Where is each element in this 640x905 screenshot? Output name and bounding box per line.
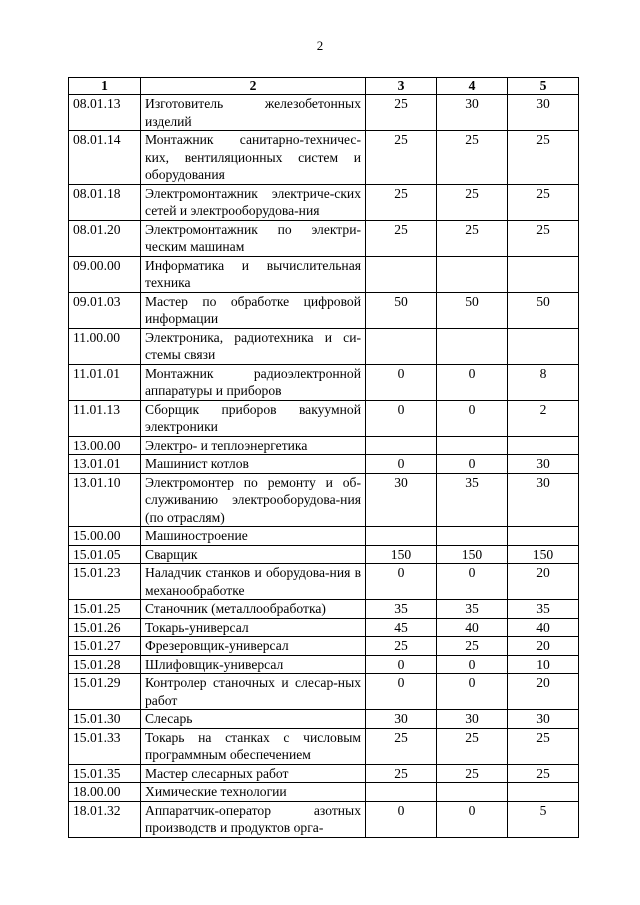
row-value-col5: 30 — [508, 710, 579, 729]
row-value-col3: 25 — [366, 220, 437, 256]
row-value-col3: 25 — [366, 764, 437, 783]
row-code-cell: 08.01.13 — [69, 95, 141, 131]
table-row — [69, 655, 579, 674]
row-value-col3: 0 — [366, 655, 437, 674]
row-value-col3: 25 — [366, 637, 437, 656]
row-value-col3 — [366, 436, 437, 455]
row-value-col5: 25 — [508, 131, 579, 185]
column-header: 1 — [69, 78, 141, 95]
row-value-col3: 35 — [366, 600, 437, 619]
row-value-col4: 25 — [437, 728, 508, 764]
row-code-cell: 08.01.20 — [69, 220, 141, 256]
row-code-cell: 18.00.00 — [69, 783, 141, 802]
row-value-col5: 25 — [508, 220, 579, 256]
table-row — [69, 220, 579, 256]
row-value-col4: 0 — [437, 364, 508, 400]
table-row — [69, 131, 579, 185]
row-name-cell: Мастер слесарных работ — [141, 764, 366, 783]
row-value-col4: 35 — [437, 600, 508, 619]
table-row — [69, 364, 579, 400]
row-code-cell: 13.01.10 — [69, 473, 141, 527]
row-value-col5: 150 — [508, 545, 579, 564]
table-row — [69, 637, 579, 656]
row-value-col4 — [437, 436, 508, 455]
row-code-cell: 15.00.00 — [69, 527, 141, 546]
row-name-cell: Мастер по обработке цифровой информации — [141, 292, 366, 328]
row-value-col4: 0 — [437, 564, 508, 600]
row-value-col3: 0 — [366, 455, 437, 474]
row-value-col4: 25 — [437, 131, 508, 185]
row-value-col5 — [508, 783, 579, 802]
row-name-cell: Сборщик приборов вакуумной электроники — [141, 400, 366, 436]
table-row — [69, 674, 579, 710]
row-code-cell: 15.01.05 — [69, 545, 141, 564]
row-value-col5: 20 — [508, 674, 579, 710]
table-row — [69, 783, 579, 802]
column-header: 3 — [366, 78, 437, 95]
row-value-col5: 50 — [508, 292, 579, 328]
row-name-cell: Электроника, радиотехника и си-стемы связи — [141, 328, 366, 364]
table-row — [69, 328, 579, 364]
row-value-col5 — [508, 436, 579, 455]
row-value-col3 — [366, 783, 437, 802]
row-name-cell: Слесарь — [141, 710, 366, 729]
row-code-cell: 11.00.00 — [69, 328, 141, 364]
table-row — [69, 292, 579, 328]
row-value-col3 — [366, 527, 437, 546]
row-value-col5: 30 — [508, 473, 579, 527]
table-row — [69, 256, 579, 292]
row-code-cell: 15.01.33 — [69, 728, 141, 764]
row-name-cell: Машиностроение — [141, 527, 366, 546]
row-name-cell: Сварщик — [141, 545, 366, 564]
row-value-col4 — [437, 256, 508, 292]
row-code-cell: 08.01.14 — [69, 131, 141, 185]
table-row — [69, 527, 579, 546]
row-value-col5: 8 — [508, 364, 579, 400]
row-value-col3: 30 — [366, 473, 437, 527]
row-value-col4: 25 — [437, 764, 508, 783]
table-row — [69, 600, 579, 619]
row-value-col4: 150 — [437, 545, 508, 564]
row-value-col3: 25 — [366, 184, 437, 220]
row-value-col4: 25 — [437, 184, 508, 220]
row-code-cell: 13.01.01 — [69, 455, 141, 474]
row-name-cell: Электромонтажник электриче-ских сетей и электрооборудова-ния — [141, 184, 366, 220]
column-header: 4 — [437, 78, 508, 95]
row-name-cell: Наладчик станков и оборудова-ния в механообработке — [141, 564, 366, 600]
row-value-col3: 45 — [366, 618, 437, 637]
row-value-col3: 150 — [366, 545, 437, 564]
row-code-cell: 13.00.00 — [69, 436, 141, 455]
row-code-cell: 15.01.29 — [69, 674, 141, 710]
row-value-col3: 0 — [366, 674, 437, 710]
row-value-col4: 50 — [437, 292, 508, 328]
row-value-col3: 0 — [366, 564, 437, 600]
row-name-cell: Фрезеровщик-универсал — [141, 637, 366, 656]
row-value-col5: 35 — [508, 600, 579, 619]
row-name-cell: Шлифовщик-универсал — [141, 655, 366, 674]
row-value-col3: 0 — [366, 801, 437, 837]
table-row — [69, 184, 579, 220]
row-value-col3: 30 — [366, 710, 437, 729]
row-name-cell: Токарь-универсал — [141, 618, 366, 637]
row-code-cell: 11.01.13 — [69, 400, 141, 436]
row-value-col5: 30 — [508, 455, 579, 474]
table-row — [69, 618, 579, 637]
row-code-cell: 15.01.30 — [69, 710, 141, 729]
row-value-col3: 25 — [366, 131, 437, 185]
row-value-col4: 0 — [437, 655, 508, 674]
row-value-col4: 0 — [437, 400, 508, 436]
table-row — [69, 728, 579, 764]
data-table — [68, 77, 579, 838]
row-value-col3: 50 — [366, 292, 437, 328]
row-code-cell: 15.01.25 — [69, 600, 141, 619]
row-value-col4: 25 — [437, 220, 508, 256]
row-name-cell: Химические технологии — [141, 783, 366, 802]
row-value-col5: 2 — [508, 400, 579, 436]
row-value-col5: 25 — [508, 184, 579, 220]
row-name-cell: Монтажник санитарно-техничес-ких, вентиляционных систем и оборудования — [141, 131, 366, 185]
page-number: 2 — [316, 38, 324, 53]
row-code-cell: 08.01.18 — [69, 184, 141, 220]
row-code-cell: 15.01.28 — [69, 655, 141, 674]
row-value-col4: 0 — [437, 455, 508, 474]
row-value-col5: 20 — [508, 564, 579, 600]
row-name-cell: Станочник (металлообработка) — [141, 600, 366, 619]
row-name-cell: Электро- и теплоэнергетика — [141, 436, 366, 455]
table-row — [69, 564, 579, 600]
row-code-cell: 15.01.23 — [69, 564, 141, 600]
row-code-cell: 15.01.26 — [69, 618, 141, 637]
row-name-cell: Электромонтер по ремонту и об-служиванию электрооборудова-ния (по отраслям) — [141, 473, 366, 527]
row-value-col3 — [366, 256, 437, 292]
row-value-col5 — [508, 256, 579, 292]
row-value-col4: 40 — [437, 618, 508, 637]
row-value-col4 — [437, 527, 508, 546]
row-value-col3: 0 — [366, 400, 437, 436]
table-row — [69, 710, 579, 729]
row-name-cell: Монтажник радиоэлектронной аппаратуры и приборов — [141, 364, 366, 400]
row-name-cell: Информатика и вычислительная техника — [141, 256, 366, 292]
row-name-cell: Машинист котлов — [141, 455, 366, 474]
row-value-col4: 30 — [437, 710, 508, 729]
row-name-cell: Аппаратчик-оператор азотных производств и продуктов орга- — [141, 801, 366, 837]
row-code-cell: 09.00.00 — [69, 256, 141, 292]
row-code-cell: 18.01.32 — [69, 801, 141, 837]
row-value-col4: 0 — [437, 674, 508, 710]
table-row — [69, 473, 579, 527]
row-value-col4: 0 — [437, 801, 508, 837]
row-name-cell: Токарь на станках с числовым программным обеспечением — [141, 728, 366, 764]
row-name-cell: Электромонтажник по электри-ческим машинам — [141, 220, 366, 256]
row-name-cell: Изготовитель железобетонных изделий — [141, 95, 366, 131]
row-value-col5: 5 — [508, 801, 579, 837]
row-value-col5: 25 — [508, 764, 579, 783]
row-value-col3: 25 — [366, 95, 437, 131]
row-code-cell: 09.01.03 — [69, 292, 141, 328]
row-value-col5: 30 — [508, 95, 579, 131]
table-header-row — [69, 78, 579, 95]
row-value-col3 — [366, 328, 437, 364]
table-row — [69, 545, 579, 564]
row-value-col3: 25 — [366, 728, 437, 764]
row-value-col5: 20 — [508, 637, 579, 656]
row-value-col4: 30 — [437, 95, 508, 131]
row-value-col5: 10 — [508, 655, 579, 674]
row-code-cell: 15.01.27 — [69, 637, 141, 656]
column-header: 2 — [141, 78, 366, 95]
row-value-col4: 35 — [437, 473, 508, 527]
table-row — [69, 436, 579, 455]
row-code-cell: 15.01.35 — [69, 764, 141, 783]
column-header: 5 — [508, 78, 579, 95]
row-value-col4: 25 — [437, 637, 508, 656]
table-body — [69, 95, 579, 838]
row-value-col5 — [508, 527, 579, 546]
row-name-cell: Контролер станочных и слесар-ных работ — [141, 674, 366, 710]
table-row — [69, 764, 579, 783]
row-value-col4 — [437, 783, 508, 802]
table-row — [69, 400, 579, 436]
row-value-col5 — [508, 328, 579, 364]
row-value-col4 — [437, 328, 508, 364]
row-value-col5: 25 — [508, 728, 579, 764]
table-row — [69, 801, 579, 837]
table-row — [69, 95, 579, 131]
table-row — [69, 455, 579, 474]
row-code-cell: 11.01.01 — [69, 364, 141, 400]
row-value-col5: 40 — [508, 618, 579, 637]
row-value-col3: 0 — [366, 364, 437, 400]
